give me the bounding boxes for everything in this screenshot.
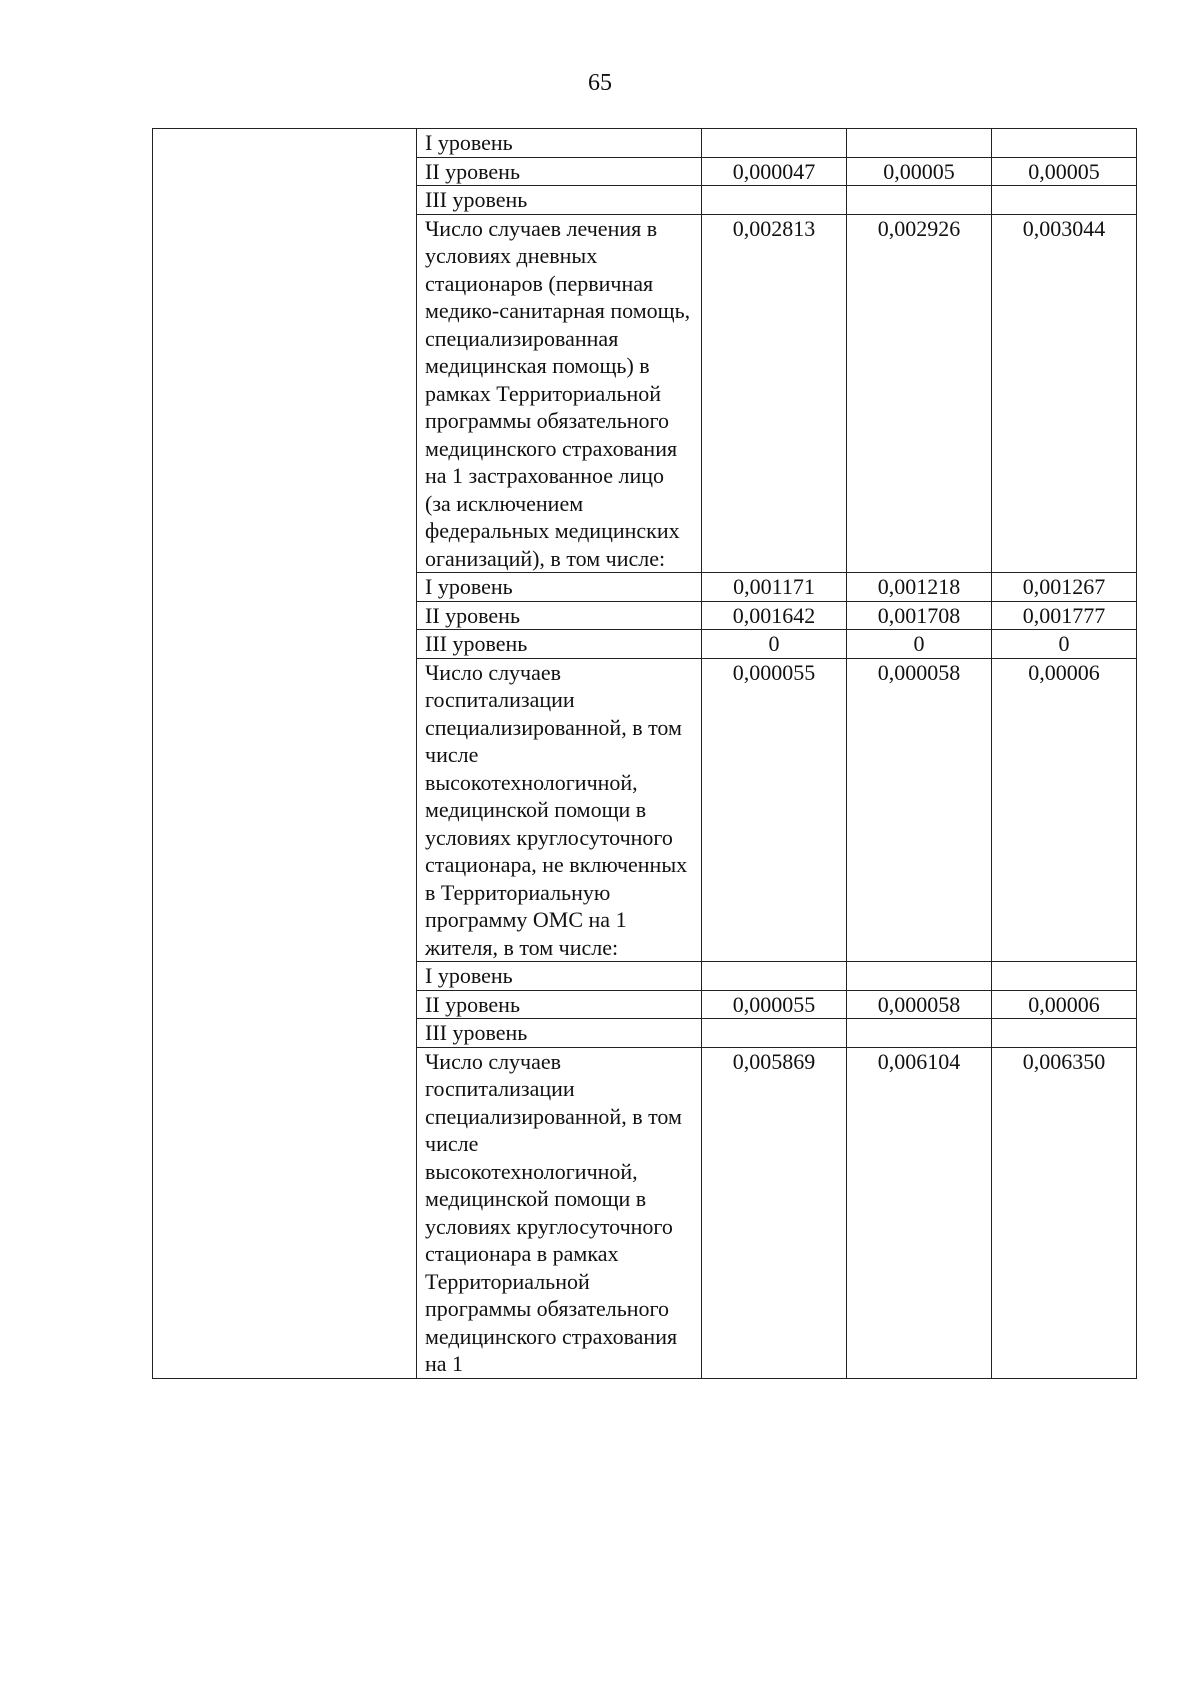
row-label: II уровень xyxy=(417,601,702,630)
value-cell: 0,00006 xyxy=(992,658,1137,962)
value-cell: 0,001218 xyxy=(847,573,992,602)
value-cell: 0 xyxy=(847,630,992,659)
value-cell xyxy=(847,1019,992,1048)
value-cell xyxy=(702,186,847,215)
value-cell xyxy=(847,129,992,158)
value-cell: 0,006104 xyxy=(847,1047,992,1378)
row-label: I уровень xyxy=(417,129,702,158)
value-cell: 0 xyxy=(992,630,1137,659)
value-cell xyxy=(992,1019,1137,1048)
page-number: 65 xyxy=(588,70,612,96)
value-cell: 0,003044 xyxy=(992,214,1137,573)
value-cell xyxy=(992,186,1137,215)
value-cell xyxy=(847,962,992,991)
empty-first-column xyxy=(153,129,417,1379)
value-cell: 0,001642 xyxy=(702,601,847,630)
row-label: III уровень xyxy=(417,1019,702,1048)
row-label: II уровень xyxy=(417,157,702,186)
row-label: I уровень xyxy=(417,573,702,602)
value-cell: 0,001708 xyxy=(847,601,992,630)
value-cell xyxy=(702,1019,847,1048)
value-cell xyxy=(992,962,1137,991)
value-cell: 0,001267 xyxy=(992,573,1137,602)
value-cell xyxy=(847,186,992,215)
row-label: Число случаев госпитализации специализированной, в том числе высокотехнологичной, медицинской помощи в условиях круглосуточного стационара в рамках Территориальной программы обязательного медицинского страхования на 1 xyxy=(417,1047,702,1378)
value-cell xyxy=(992,129,1137,158)
table-body xyxy=(153,129,1137,1379)
value-cell: 0,000058 xyxy=(847,658,992,962)
value-cell: 0,00005 xyxy=(992,157,1137,186)
value-cell: 0,001777 xyxy=(992,601,1137,630)
row-label: Число случаев лечения в условиях дневных стационаров (первичная медико-санитарная помощь, специализированная медицинская помощь) в рамках Территориальной программы обязательного медицинского страхования на 1 застрахованное лицо (за исключением федеральных медицинских оганизаций), в том числе: xyxy=(417,214,702,573)
value-cell: 0,006350 xyxy=(992,1047,1137,1378)
value-cell: 0,002926 xyxy=(847,214,992,573)
value-cell: 0,002813 xyxy=(702,214,847,573)
value-cell: 0,00005 xyxy=(847,157,992,186)
value-cell: 0,000055 xyxy=(702,990,847,1019)
row-label: II уровень xyxy=(417,990,702,1019)
value-cell xyxy=(702,962,847,991)
value-cell xyxy=(702,129,847,158)
indicators-table xyxy=(152,128,1137,1379)
value-cell: 0,000058 xyxy=(847,990,992,1019)
value-cell: 0,000047 xyxy=(702,157,847,186)
row-label: III уровень xyxy=(417,186,702,215)
value-cell: 0,00006 xyxy=(992,990,1137,1019)
value-cell: 0,001171 xyxy=(702,573,847,602)
value-cell: 0,005869 xyxy=(702,1047,847,1378)
row-label: III уровень xyxy=(417,630,702,659)
table-row xyxy=(153,129,1137,158)
value-cell: 0 xyxy=(702,630,847,659)
value-cell: 0,000055 xyxy=(702,658,847,962)
row-label: I уровень xyxy=(417,962,702,991)
row-label: Число случаев госпитализации специализированной, в том числе высокотехнологичной, медицинской помощи в условиях круглосуточного стационара, не включенных в Территориальную программу ОМС на 1 жителя, в том числе: xyxy=(417,658,702,962)
